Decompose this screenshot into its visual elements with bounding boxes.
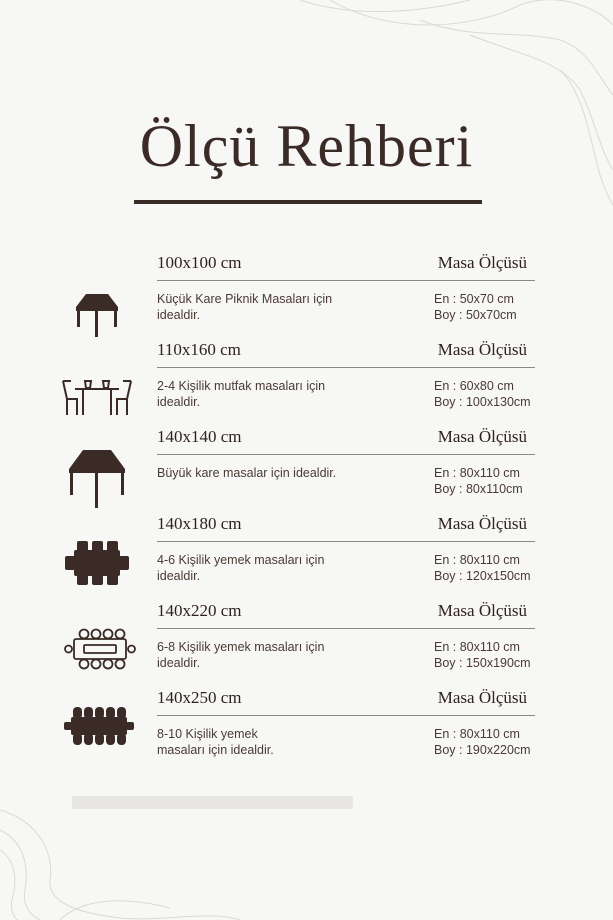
row-divider	[157, 280, 535, 281]
row-dimensions	[434, 639, 531, 671]
row-divider	[157, 628, 535, 629]
row-dimensions	[434, 726, 531, 758]
dimension-en: En : 80x110 cm	[434, 553, 520, 567]
page-title: Ölçü Rehberi	[139, 113, 474, 179]
table-size: 100x100 cm	[157, 253, 242, 272]
row-description: 8-10 Kişilik yemek masaları için idealdir.	[157, 727, 274, 757]
title-underline	[134, 200, 482, 204]
dimension-en: En : 80x110 cm	[434, 727, 520, 741]
footer-bar	[72, 796, 353, 809]
masa-olcusu-label: Masa Ölçüsü	[437, 253, 527, 272]
dimension-boy: Boy : 120x150cm	[434, 569, 531, 583]
dimension-boy: Boy : 50x70cm	[434, 308, 517, 322]
row-dimensions	[434, 552, 531, 584]
table-size: 110x160 cm	[157, 340, 241, 359]
table-size: 140x250 cm	[157, 688, 242, 707]
row-description: 6-8 Kişilik yemek masaları için idealdir.	[157, 640, 325, 670]
dimension-en: En : 50x70 cm	[434, 292, 514, 306]
table-size: 140x220 cm	[157, 601, 242, 620]
row-description: Büyük kare masalar için idealdir.	[157, 466, 337, 480]
topo-lines-bottom-left	[0, 800, 260, 920]
dimension-en: En : 60x80 cm	[434, 379, 514, 393]
row-description: 4-6 Kişilik yemek masaları için idealdir.	[157, 553, 325, 583]
dimension-boy: Boy : 190x220cm	[434, 743, 531, 757]
row-divider	[157, 541, 535, 542]
dimension-boy: Boy : 100x130cm	[434, 395, 531, 409]
row-description: 2-4 Kişilik mutfak masaları için idealdir.	[157, 379, 326, 409]
masa-olcusu-label: Masa Ölçüsü	[437, 427, 527, 446]
row-dimensions	[434, 378, 531, 410]
large-square-table-icon	[67, 447, 127, 509]
dimension-en: En : 80x110 cm	[434, 640, 520, 654]
masa-olcusu-label: Masa Ölçüsü	[437, 340, 527, 359]
dimension-boy: Boy : 150x190cm	[434, 656, 531, 670]
dimension-boy: Boy : 80x110cm	[434, 482, 523, 496]
row-divider	[157, 367, 535, 368]
row-divider	[157, 454, 535, 455]
ten-seat-table-icon	[63, 706, 135, 746]
row-dimensions	[434, 291, 517, 323]
masa-olcusu-label: Masa Ölçüsü	[437, 688, 527, 707]
eight-seat-table-icon	[64, 628, 136, 670]
row-divider	[157, 715, 535, 716]
table-size: 140x140 cm	[157, 427, 242, 446]
dining-set-icon	[61, 377, 133, 417]
masa-olcusu-label: Masa Ölçüsü	[437, 601, 527, 620]
row-dimensions	[434, 465, 523, 497]
dimension-en: En : 80x110 cm	[434, 466, 520, 480]
masa-olcusu-label: Masa Ölçüsü	[437, 514, 527, 533]
square-table-icon	[74, 290, 120, 338]
row-description: Küçük Kare Piknik Masaları için idealdir.	[157, 292, 333, 322]
table-size: 140x180 cm	[157, 514, 242, 533]
six-seat-table-icon	[64, 540, 130, 586]
